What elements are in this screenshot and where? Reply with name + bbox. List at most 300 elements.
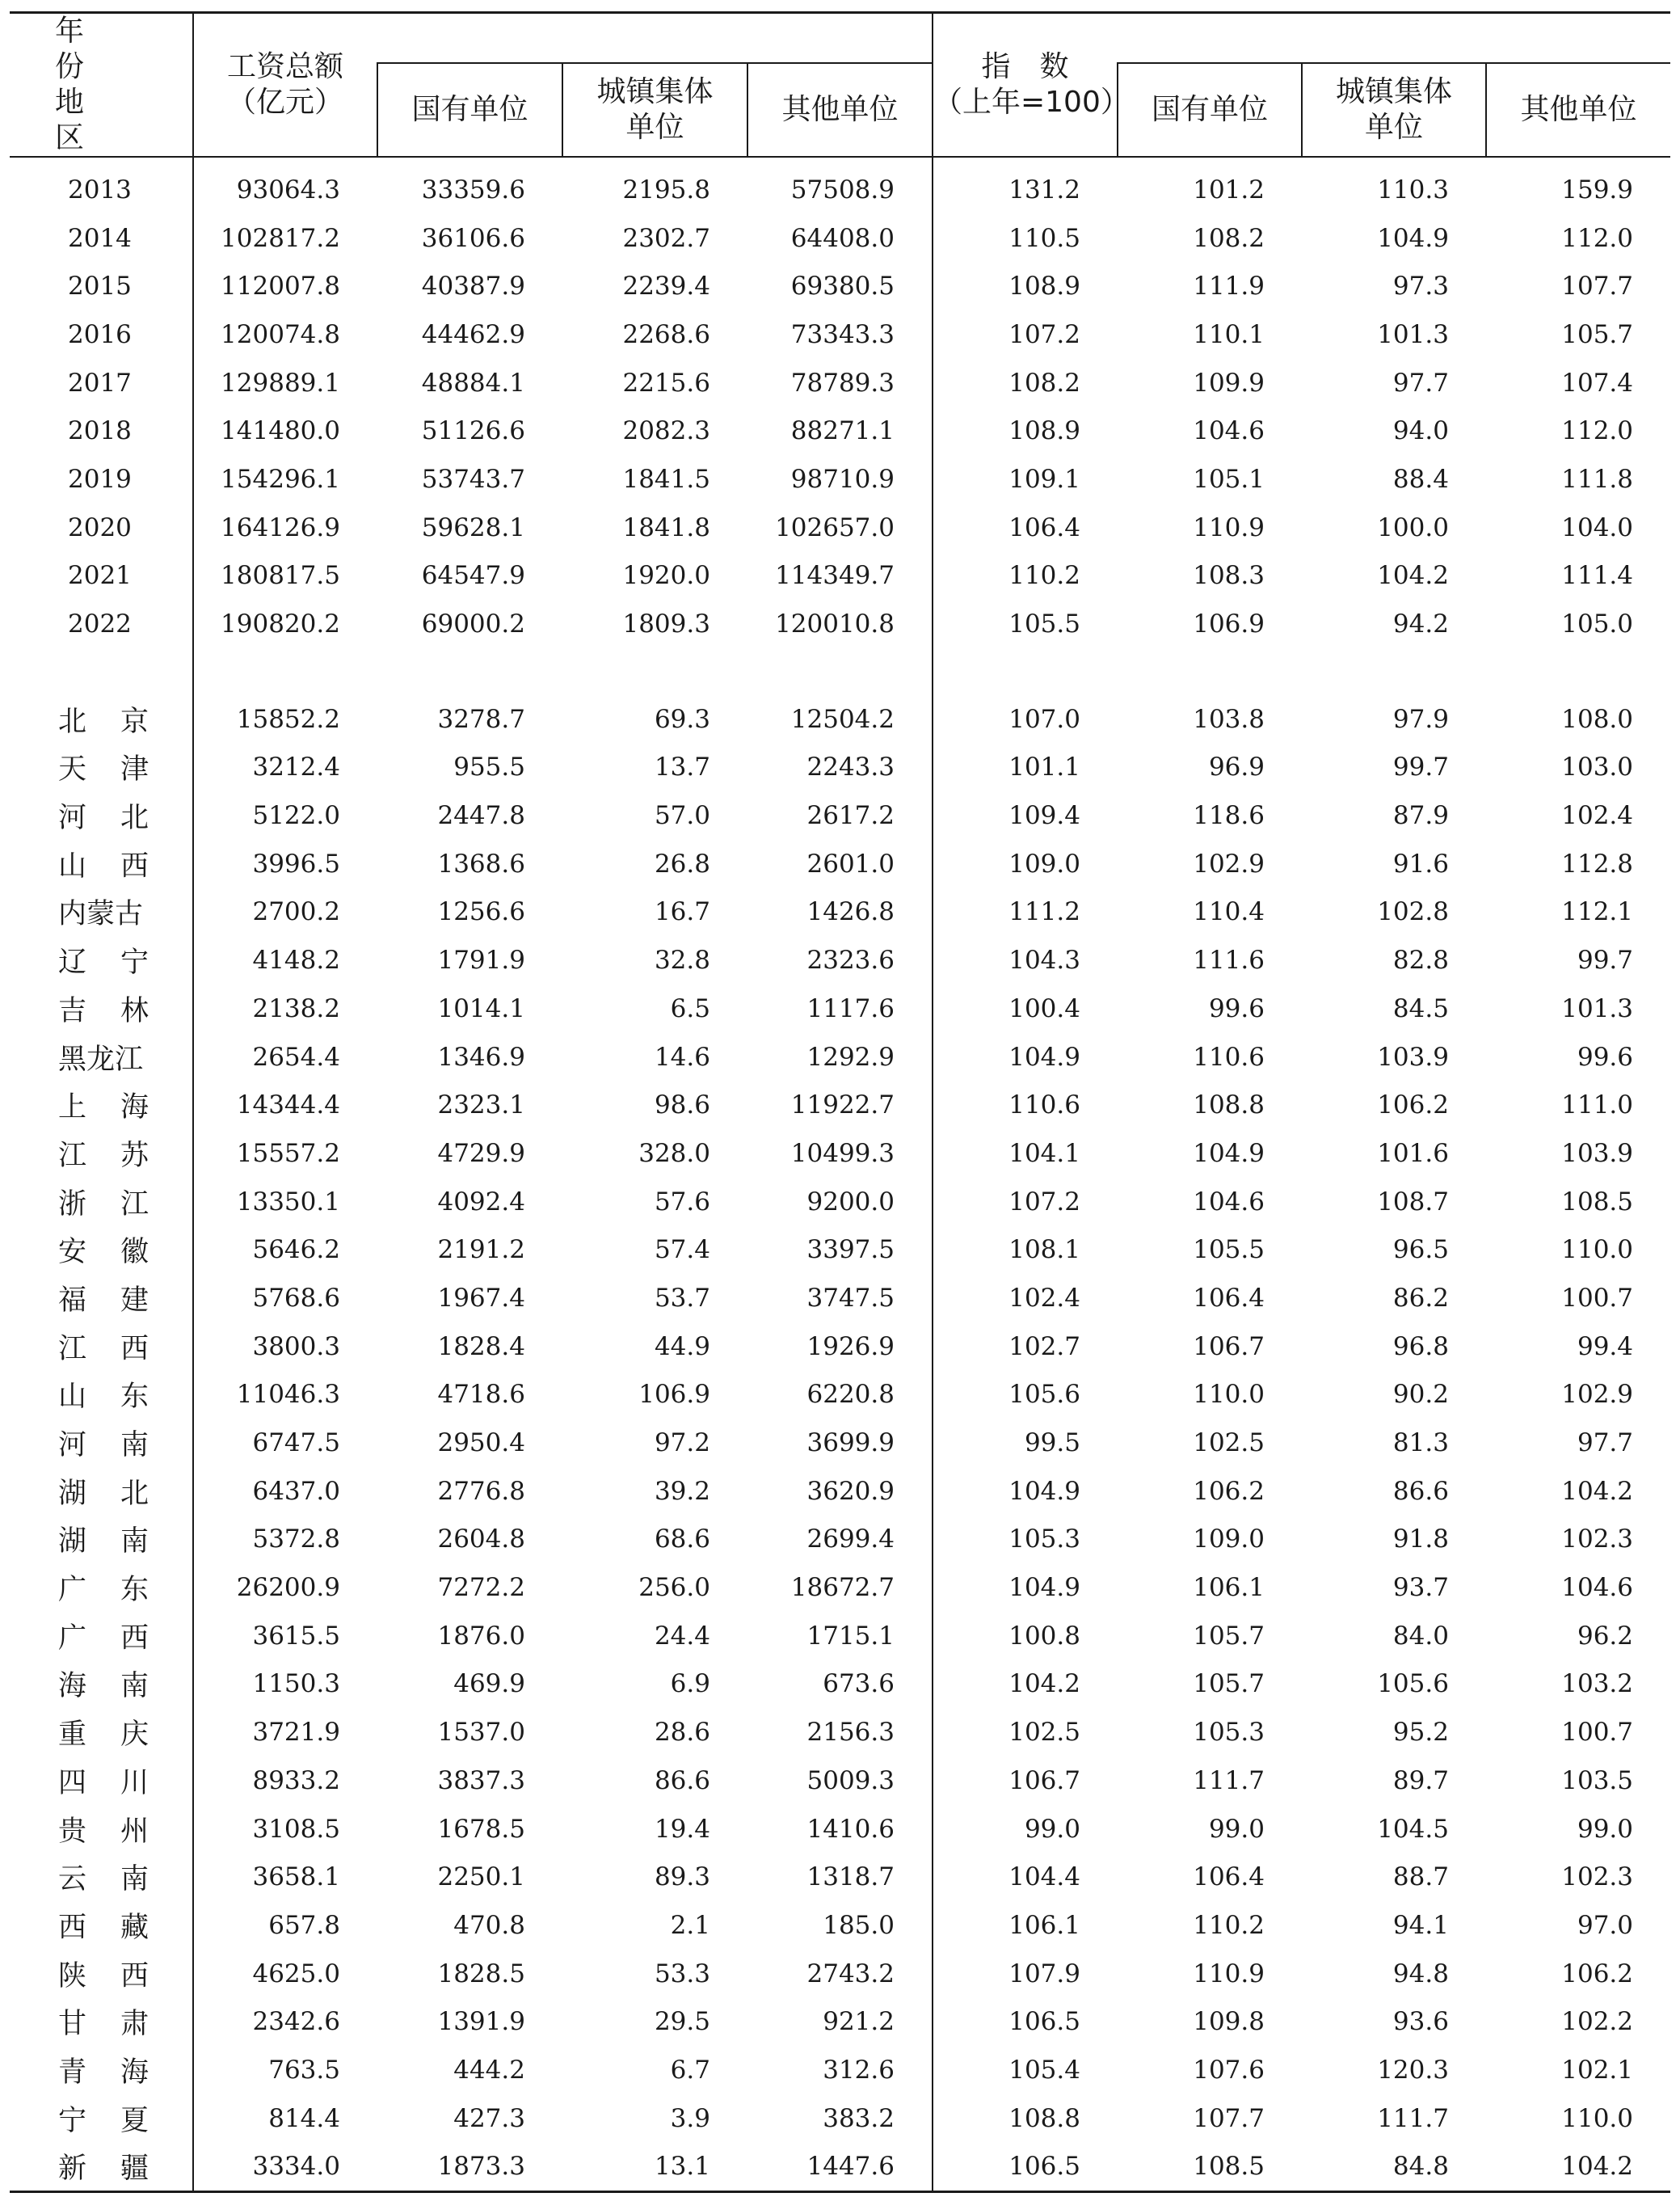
state-units-cell: 2191.2 — [437, 1235, 525, 1265]
total-wage-cell: 190820.2 — [193, 600, 377, 648]
total-wage-cell: 93064.3 — [193, 157, 377, 214]
header-region-label: 地 区 — [55, 86, 211, 154]
year-row — [10, 359, 1670, 407]
index-other-cell: 112.0 — [1561, 223, 1633, 253]
index-collective-cell: 101.6 — [1377, 1138, 1449, 1168]
region-row — [10, 1371, 1670, 1419]
index-total-cell: 108.1 — [933, 1225, 1118, 1274]
region-label: 河南 — [58, 1429, 183, 1462]
index-other-cell: 104.2 — [1486, 2143, 1670, 2192]
index-collective-cell: 96.8 — [1392, 1331, 1449, 1361]
total-wage-cell: 814.4 — [193, 2094, 377, 2143]
index-other-cell: 102.2 — [1561, 2007, 1633, 2037]
index-other-cell: 99.7 — [1577, 946, 1633, 976]
index-other-cell: 104.0 — [1561, 512, 1633, 542]
total-wage-cell: 3108.5 — [193, 1805, 377, 1853]
index-collective-cell: 97.7 — [1392, 368, 1449, 398]
region-label: 云南 — [58, 1863, 183, 1896]
region-row — [10, 1419, 1670, 1467]
index-collective-cell: 110.3 — [1377, 175, 1449, 205]
other-units-cell: 2743.2 — [806, 1959, 895, 1988]
total-wage-cell: 112007.8 — [193, 262, 377, 310]
total-wage-cell: 5122.0 — [193, 791, 377, 840]
index-collective-cell: 81.3 — [1392, 1428, 1449, 1458]
collective-units-cell: 14.6 — [654, 1042, 710, 1072]
index-other-cell: 111.0 — [1561, 1090, 1633, 1120]
total-wage-cell: 129889.1 — [193, 359, 377, 407]
index-total-cell: 110.6 — [933, 1081, 1118, 1129]
region-label: 海南 — [58, 1670, 183, 1703]
index-other-cell: 99.0 — [1577, 1814, 1633, 1844]
collective-header-line1: 城镇集体 — [596, 75, 714, 109]
region-label: 重庆 — [58, 1718, 183, 1752]
total-wage-cell: 5768.6 — [193, 1274, 377, 1322]
state-units-cell: 3278.7 — [437, 704, 525, 734]
index-other-cell: 110.0 — [1561, 2103, 1633, 2133]
other-units-cell: 3699.9 — [806, 1428, 895, 1458]
total-wage-cell: 15852.2 — [193, 695, 377, 744]
state-units-cell: 40387.9 — [421, 272, 525, 302]
state-units-cell: 1346.9 — [437, 1042, 525, 1072]
year-row — [10, 600, 1670, 648]
index-state-cell: 105.1 — [1193, 464, 1265, 494]
state-units-cell: 51126.6 — [421, 416, 525, 446]
index-other-cell: 105.7 — [1561, 319, 1633, 349]
index-collective-units-header — [1302, 63, 1486, 157]
region-label: 天津 — [58, 753, 183, 786]
region-row — [10, 1997, 1670, 2046]
region-label: 甘肃 — [58, 2008, 183, 2041]
region-row — [10, 985, 1670, 1033]
index-state-cell: 111.6 — [1193, 946, 1265, 976]
region-label: 内蒙古 — [58, 898, 144, 931]
index-state-cell: 109.9 — [1193, 368, 1265, 398]
state-units-cell: 69000.2 — [421, 609, 525, 639]
index-collective-cell: 91.6 — [1392, 849, 1449, 879]
state-units-cell: 444.2 — [453, 2055, 525, 2085]
year-label: 2016 — [68, 319, 132, 349]
collective-units-cell: 28.6 — [654, 1718, 710, 1748]
collective-units-cell: 57.6 — [654, 1187, 710, 1217]
total-wage-cell: 3658.1 — [193, 1853, 377, 1901]
index-collective-cell: 91.8 — [1392, 1524, 1449, 1554]
year-label: 2018 — [68, 416, 132, 446]
index-total-cell: 108.9 — [933, 262, 1118, 310]
index-state-cell: 103.8 — [1193, 704, 1265, 734]
index-title: 指 数 — [981, 50, 1069, 83]
index-state-units-header: 国有单位 — [1118, 63, 1302, 157]
year-label: 2013 — [68, 175, 132, 205]
index-other-cell: 100.7 — [1561, 1718, 1633, 1748]
collective-units-cell: 6.7 — [670, 2055, 710, 2085]
index-collective-cell: 82.8 — [1392, 946, 1449, 976]
collective-units-cell: 1920.0 — [622, 561, 710, 591]
index-collective-cell: 104.5 — [1377, 1814, 1449, 1844]
index-total-cell: 106.1 — [933, 1901, 1118, 1950]
index-collective-cell: 93.6 — [1392, 2007, 1449, 2037]
index-total-cell: 106.7 — [933, 1756, 1118, 1805]
index-state-cell: 104.6 — [1193, 1187, 1265, 1217]
index-total-cell: 107.2 — [933, 310, 1118, 359]
collective-units-cell: 53.7 — [654, 1283, 710, 1313]
index-total-cell: 105.6 — [933, 1371, 1118, 1419]
region-label: 上海 — [58, 1091, 183, 1124]
collective-units-cell: 19.4 — [654, 1814, 710, 1844]
region-label: 安徽 — [58, 1236, 183, 1269]
total-wage-cell: 154296.1 — [193, 455, 377, 504]
other-units-cell: 18672.7 — [790, 1573, 895, 1603]
index-total-cell: 99.0 — [933, 1805, 1118, 1853]
index-state-cell: 110.0 — [1193, 1380, 1265, 1410]
year-row — [10, 214, 1670, 263]
region-row — [10, 1612, 1670, 1660]
index-total-cell: 111.2 — [933, 888, 1118, 937]
region-row — [10, 1805, 1670, 1853]
index-other-cell: 99.4 — [1577, 1331, 1633, 1361]
region-row — [10, 1901, 1670, 1950]
region-row — [10, 888, 1670, 937]
index-other-cell: 105.0 — [1561, 609, 1633, 639]
state-units-cell: 2447.8 — [437, 801, 525, 831]
state-units-cell: 3837.3 — [437, 1765, 525, 1795]
total-wage-cell: 657.8 — [193, 1901, 377, 1950]
index-state-cell: 105.5 — [1193, 1235, 1265, 1265]
index-collective-cell: 88.4 — [1392, 464, 1449, 494]
index-other-cell: 107.4 — [1561, 368, 1633, 398]
collective-units-cell: 1841.5 — [622, 464, 710, 494]
other-units-cell: 2601.0 — [806, 849, 895, 879]
index-total-cell: 105.4 — [933, 2046, 1118, 2094]
region-label: 贵州 — [58, 1815, 183, 1848]
index-total-cell: 102.7 — [933, 1322, 1118, 1371]
state-units-cell: 59628.1 — [421, 512, 525, 542]
region-label: 青海 — [58, 2056, 183, 2089]
index-other-cell: 101.3 — [1561, 993, 1633, 1023]
index-other-cell: 97.7 — [1577, 1428, 1633, 1458]
collective-units-cell: 24.4 — [654, 1621, 710, 1651]
index-total-cell: 104.9 — [933, 1033, 1118, 1082]
index-collective-header-line1: 城镇集体 — [1335, 75, 1452, 109]
total-wage-cell: 4148.2 — [193, 936, 377, 985]
year-label: 2021 — [68, 561, 132, 591]
index-total-cell: 108.8 — [933, 2094, 1118, 2143]
index-state-cell: 108.3 — [1193, 561, 1265, 591]
collective-units-cell: 106.9 — [638, 1380, 710, 1410]
index-state-cell: 110.1 — [1193, 319, 1265, 349]
index-total-cell: 104.9 — [933, 1467, 1118, 1516]
index-other-cell: 102.9 — [1561, 1380, 1633, 1410]
state-units-cell: 2950.4 — [437, 1428, 525, 1458]
other-units-cell: 1410.6 — [806, 1814, 895, 1844]
total-wage-cell: 3996.5 — [193, 840, 377, 888]
index-state-cell: 109.8 — [1193, 2007, 1265, 2037]
state-units-cell: 36106.6 — [421, 223, 525, 253]
other-units-cell: 1117.6 — [806, 993, 895, 1023]
other-units-cell: 185.0 — [823, 1910, 895, 1940]
collective-units-cell: 13.1 — [562, 2143, 747, 2192]
index-other-cell: 110.0 — [1561, 1235, 1633, 1265]
index-other-cell: 102.4 — [1561, 801, 1633, 831]
other-units-cell: 1318.7 — [806, 1862, 895, 1892]
other-units-cell: 2243.3 — [806, 753, 895, 782]
collective-units-header — [562, 63, 747, 157]
collective-units-cell: 6.5 — [670, 993, 710, 1023]
index-total-cell: 104.9 — [933, 1563, 1118, 1612]
index-other-cell: 103.9 — [1561, 1138, 1633, 1168]
total-wage-cell: 120074.8 — [193, 310, 377, 359]
index-other-cell: 111.4 — [1561, 561, 1633, 591]
state-units-cell: 1876.0 — [437, 1621, 525, 1651]
index-collective-cell: 99.7 — [1392, 753, 1449, 782]
index-collective-cell: 105.6 — [1377, 1669, 1449, 1699]
index-other-cell: 96.2 — [1577, 1621, 1633, 1651]
state-units-cell: 1828.5 — [437, 1959, 525, 1988]
state-units-cell: 64547.9 — [421, 561, 525, 591]
year-row — [10, 310, 1670, 359]
index-state-cell: 105.7 — [1193, 1669, 1265, 1699]
index-collective-cell: 94.0 — [1392, 416, 1449, 446]
other-units-cell: 73343.3 — [790, 319, 895, 349]
index-state-cell: 111.7 — [1193, 1765, 1265, 1795]
section-gap-row — [10, 648, 1670, 695]
index-state-cell: 106.4 — [1193, 1283, 1265, 1313]
region-row — [10, 1950, 1670, 1998]
other-units-cell: 383.2 — [823, 2103, 895, 2133]
index-total-cell: 105.5 — [933, 600, 1118, 648]
index-total-cell: 108.9 — [933, 407, 1118, 455]
state-units-cell: 2323.1 — [437, 1090, 525, 1120]
index-header — [933, 13, 1130, 158]
collective-units-cell: 13.7 — [654, 753, 710, 782]
state-units-cell: 53743.7 — [421, 464, 525, 494]
other-units-header: 其他单位 — [747, 63, 933, 157]
total-subgroup-spacer — [377, 13, 933, 64]
region-label: 河北 — [58, 802, 183, 835]
region-row — [10, 1129, 1670, 1178]
index-total-cell: 101.1 — [933, 744, 1118, 792]
collective-units-cell: 2268.6 — [622, 319, 710, 349]
total-wage-cell: 3615.5 — [193, 1612, 377, 1660]
total-wage-cell: 3334.0 — [193, 2143, 377, 2192]
index-other-cell: 103.0 — [1561, 753, 1633, 782]
collective-units-cell: 86.6 — [654, 1765, 710, 1795]
index-state-cell: 110.9 — [1193, 1959, 1265, 1988]
index-state-cell: 106.9 — [1193, 609, 1265, 639]
total-wage-cell: 14344.4 — [193, 1081, 377, 1129]
index-total-cell: 102.4 — [933, 1274, 1118, 1322]
collective-units-cell: 2239.4 — [622, 272, 710, 302]
total-wage-cell: 2138.2 — [193, 985, 377, 1033]
other-units-cell: 69380.5 — [790, 272, 895, 302]
index-collective-cell: 86.2 — [1392, 1283, 1449, 1313]
region-row — [10, 936, 1670, 985]
index-state-cell: 108.8 — [1193, 1090, 1265, 1120]
index-state-cell: 96.9 — [1208, 753, 1265, 782]
region-row — [10, 1274, 1670, 1322]
index-total-cell: 100.4 — [933, 985, 1118, 1033]
region-row — [10, 1708, 1670, 1756]
other-units-cell: 2156.3 — [806, 1718, 895, 1748]
region-row — [10, 840, 1670, 888]
other-units-cell: 921.2 — [823, 2007, 895, 2037]
index-state-cell: 106.4 — [1193, 1862, 1265, 1892]
other-units-cell: 57508.9 — [790, 175, 895, 205]
state-units-cell: 1828.4 — [437, 1331, 525, 1361]
index-state-cell: 108.2 — [1193, 223, 1265, 253]
index-collective-cell: 97.3 — [1392, 272, 1449, 302]
region-label: 广西 — [58, 1621, 183, 1655]
index-other-cell: 112.0 — [1561, 416, 1633, 446]
total-wage-cell: 102817.2 — [193, 214, 377, 263]
index-collective-cell: 108.7 — [1377, 1187, 1449, 1217]
index-state-cell: 106.1 — [1193, 1573, 1265, 1603]
gap-cell — [747, 648, 933, 695]
other-units-cell: 673.6 — [823, 1669, 895, 1699]
state-units-cell: 1391.9 — [437, 2007, 525, 2037]
total-wage-cell: 26200.9 — [193, 1563, 377, 1612]
index-collective-cell: 88.7 — [1392, 1862, 1449, 1892]
table-header — [10, 13, 1670, 158]
other-units-cell: 5009.3 — [806, 1765, 895, 1795]
total-wage-cell: 3212.4 — [193, 744, 377, 792]
index-collective-cell: 84.8 — [1302, 2143, 1486, 2192]
state-units-cell: 7272.2 — [437, 1573, 525, 1603]
index-total-cell: 110.2 — [933, 552, 1118, 601]
region-row — [10, 2094, 1670, 2143]
state-units-cell: 1791.9 — [437, 946, 525, 976]
index-collective-header-line2: 单位 — [1364, 111, 1423, 145]
index-state-cell: 105.7 — [1193, 1621, 1265, 1651]
index-other-cell: 112.8 — [1561, 849, 1633, 879]
index-collective-cell: 94.8 — [1392, 1959, 1449, 1988]
other-units-cell: 12504.2 — [790, 704, 895, 734]
total-wage-cell: 4625.0 — [193, 1950, 377, 1998]
other-units-cell: 11922.7 — [790, 1090, 895, 1120]
region-label: 浙江 — [58, 1187, 183, 1221]
state-units-cell: 1368.6 — [437, 849, 525, 879]
total-wage-cell: 3800.3 — [193, 1322, 377, 1371]
region-label: 山西 — [58, 850, 183, 883]
index-other-cell: 100.7 — [1561, 1283, 1633, 1313]
index-state-cell: 106.7 — [1193, 1331, 1265, 1361]
state-units-cell: 1256.6 — [437, 897, 525, 927]
index-collective-cell: 94.2 — [1392, 609, 1449, 639]
index-total-cell: 107.9 — [933, 1950, 1118, 1998]
index-total-cell: 102.5 — [933, 1708, 1118, 1756]
total-wage-cell: 8933.2 — [193, 1756, 377, 1805]
collective-units-cell: 328.0 — [638, 1138, 710, 1168]
collective-header-line2: 单位 — [625, 111, 684, 145]
other-units-cell: 78789.3 — [790, 368, 895, 398]
index-other-cell: 104.6 — [1561, 1573, 1633, 1603]
index-total-cell: 106.5 — [933, 1997, 1118, 2046]
index-total-cell: 105.3 — [933, 1516, 1118, 1564]
index-collective-cell: 111.7 — [1377, 2103, 1449, 2133]
collective-units-cell: 2195.8 — [622, 175, 710, 205]
index-total-cell: 104.3 — [933, 936, 1118, 985]
index-other-cell: 99.6 — [1577, 1042, 1633, 1072]
region-row — [10, 1178, 1670, 1226]
index-other-cell: 112.1 — [1561, 897, 1633, 927]
collective-units-cell: 97.2 — [654, 1428, 710, 1458]
region-row — [10, 1756, 1670, 1805]
index-collective-cell: 106.2 — [1377, 1090, 1449, 1120]
region-label: 宁夏 — [58, 2104, 183, 2137]
index-total-cell: 106.5 — [933, 2143, 1118, 2192]
state-units-cell: 470.8 — [453, 1910, 525, 1940]
total-wage-cell: 2342.6 — [193, 1997, 377, 2046]
region-label: 西藏 — [58, 1911, 183, 1944]
state-units-cell: 4718.6 — [437, 1380, 525, 1410]
collective-units-cell: 2215.6 — [622, 368, 710, 398]
other-units-cell: 3747.5 — [806, 1283, 895, 1313]
collective-units-cell: 3.9 — [670, 2103, 710, 2133]
header-year-label: 年 份 — [55, 15, 211, 83]
index-state-cell: 99.6 — [1208, 993, 1265, 1023]
index-state-cell: 108.5 — [1118, 2143, 1302, 2192]
region-row — [10, 1660, 1670, 1709]
table-body — [10, 157, 1670, 2192]
other-units-cell: 312.6 — [823, 2055, 895, 2085]
index-base: （上年=100） — [933, 86, 1130, 119]
gap-cell — [10, 648, 193, 695]
index-collective-cell: 100.0 — [1377, 512, 1449, 542]
region-label: 湖北 — [58, 1477, 183, 1510]
total-wage-cell: 763.5 — [193, 2046, 377, 2094]
other-units-cell: 114349.7 — [775, 561, 895, 591]
other-units-cell: 2699.4 — [806, 1524, 895, 1554]
region-row — [10, 1516, 1670, 1564]
region-row — [10, 1322, 1670, 1371]
total-wage-cell: 5646.2 — [193, 1225, 377, 1274]
index-state-cell: 99.0 — [1208, 1814, 1265, 1844]
index-collective-cell: 86.6 — [1392, 1476, 1449, 1506]
other-units-cell: 1292.9 — [806, 1042, 895, 1072]
index-other-cell: 159.9 — [1561, 175, 1633, 205]
gap-cell — [1118, 648, 1302, 695]
total-wage-cell: 141480.0 — [193, 407, 377, 455]
index-total-cell: 107.2 — [933, 1178, 1118, 1226]
index-other-cell: 102.3 — [1561, 1862, 1633, 1892]
total-wage-cell: 15557.2 — [193, 1129, 377, 1178]
collective-units-cell: 53.3 — [654, 1959, 710, 1988]
state-units-cell: 33359.6 — [421, 175, 525, 205]
gap-cell — [933, 648, 1118, 695]
other-units-cell: 3397.5 — [806, 1235, 895, 1265]
total-wage-cell: 6437.0 — [193, 1467, 377, 1516]
gap-cell — [193, 648, 377, 695]
index-other-cell: 102.3 — [1561, 1524, 1633, 1554]
region-row — [10, 1467, 1670, 1516]
collective-units-cell: 2082.3 — [622, 416, 710, 446]
index-other-units-header: 其他单位 — [1486, 63, 1670, 157]
index-state-cell: 110.6 — [1193, 1042, 1265, 1072]
index-state-cell: 110.2 — [1193, 1910, 1265, 1940]
index-collective-cell: 84.0 — [1392, 1621, 1449, 1651]
collective-units-cell: 32.8 — [654, 946, 710, 976]
index-total-cell: 104.1 — [933, 1129, 1118, 1178]
total-wage-cell: 2700.2 — [193, 888, 377, 937]
other-units-cell: 1926.9 — [806, 1331, 895, 1361]
wage-table — [10, 11, 1670, 2193]
collective-units-cell: 98.6 — [654, 1090, 710, 1120]
collective-units-cell: 2.1 — [670, 1910, 710, 1940]
index-collective-cell: 95.2 — [1392, 1718, 1449, 1748]
index-collective-cell: 104.9 — [1377, 223, 1449, 253]
collective-units-cell: 44.9 — [654, 1331, 710, 1361]
other-units-cell: 2323.6 — [806, 946, 895, 976]
collective-units-cell: 256.0 — [638, 1573, 710, 1603]
